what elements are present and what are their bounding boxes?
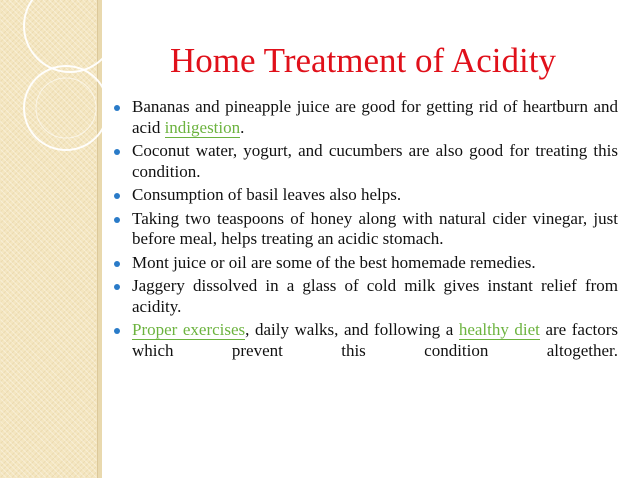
bullet-text: Consumption of basil leaves also helps. xyxy=(132,185,402,204)
bullet-item xyxy=(112,253,618,274)
bullet-item xyxy=(112,97,618,138)
slide-title: Home Treatment of Acidity xyxy=(170,41,556,80)
bullet-dot-icon xyxy=(114,149,120,155)
bullet-dot-icon xyxy=(114,193,120,199)
bullet-list xyxy=(112,97,618,364)
bullet-text: Coconut water, yogurt, and cucumbers are also good for treating this condition. xyxy=(132,141,618,181)
bullet-dot-icon xyxy=(114,217,120,223)
bullet-item xyxy=(112,276,618,317)
bullet-text: . xyxy=(240,117,245,137)
bullet-dot-icon xyxy=(114,261,120,267)
bullet-item xyxy=(112,141,618,182)
bullet-item xyxy=(112,185,618,206)
hyperlink[interactable]: healthy diet xyxy=(458,320,540,339)
bullet-dot-icon xyxy=(114,105,120,111)
bullet-text: are factors which prevent this condition altogether. xyxy=(132,320,618,360)
bullet-item xyxy=(112,320,618,361)
hyperlink[interactable]: indigestion xyxy=(164,117,241,137)
bullet-text: Bananas and pineapple juice are good for getting rid of heartburn and acid xyxy=(132,97,618,137)
bullet-dot-icon xyxy=(114,284,120,290)
bullet-text: Mont juice or oil are some of the best homemade remedies. xyxy=(132,252,536,272)
bullet-dot-icon xyxy=(114,328,120,334)
bullet-text: Jaggery dissolved in a glass of cold milk gives instant relief from acidity. xyxy=(132,276,618,316)
bullet-item xyxy=(112,209,618,250)
bullet-text: Taking two teaspoons of honey along with natural cider vinegar, just before meal, helps treating an acidic stomach. xyxy=(132,208,618,248)
hyperlink[interactable]: Proper exercises xyxy=(132,320,246,339)
bullet-text: , daily walks, and following a xyxy=(245,320,459,339)
